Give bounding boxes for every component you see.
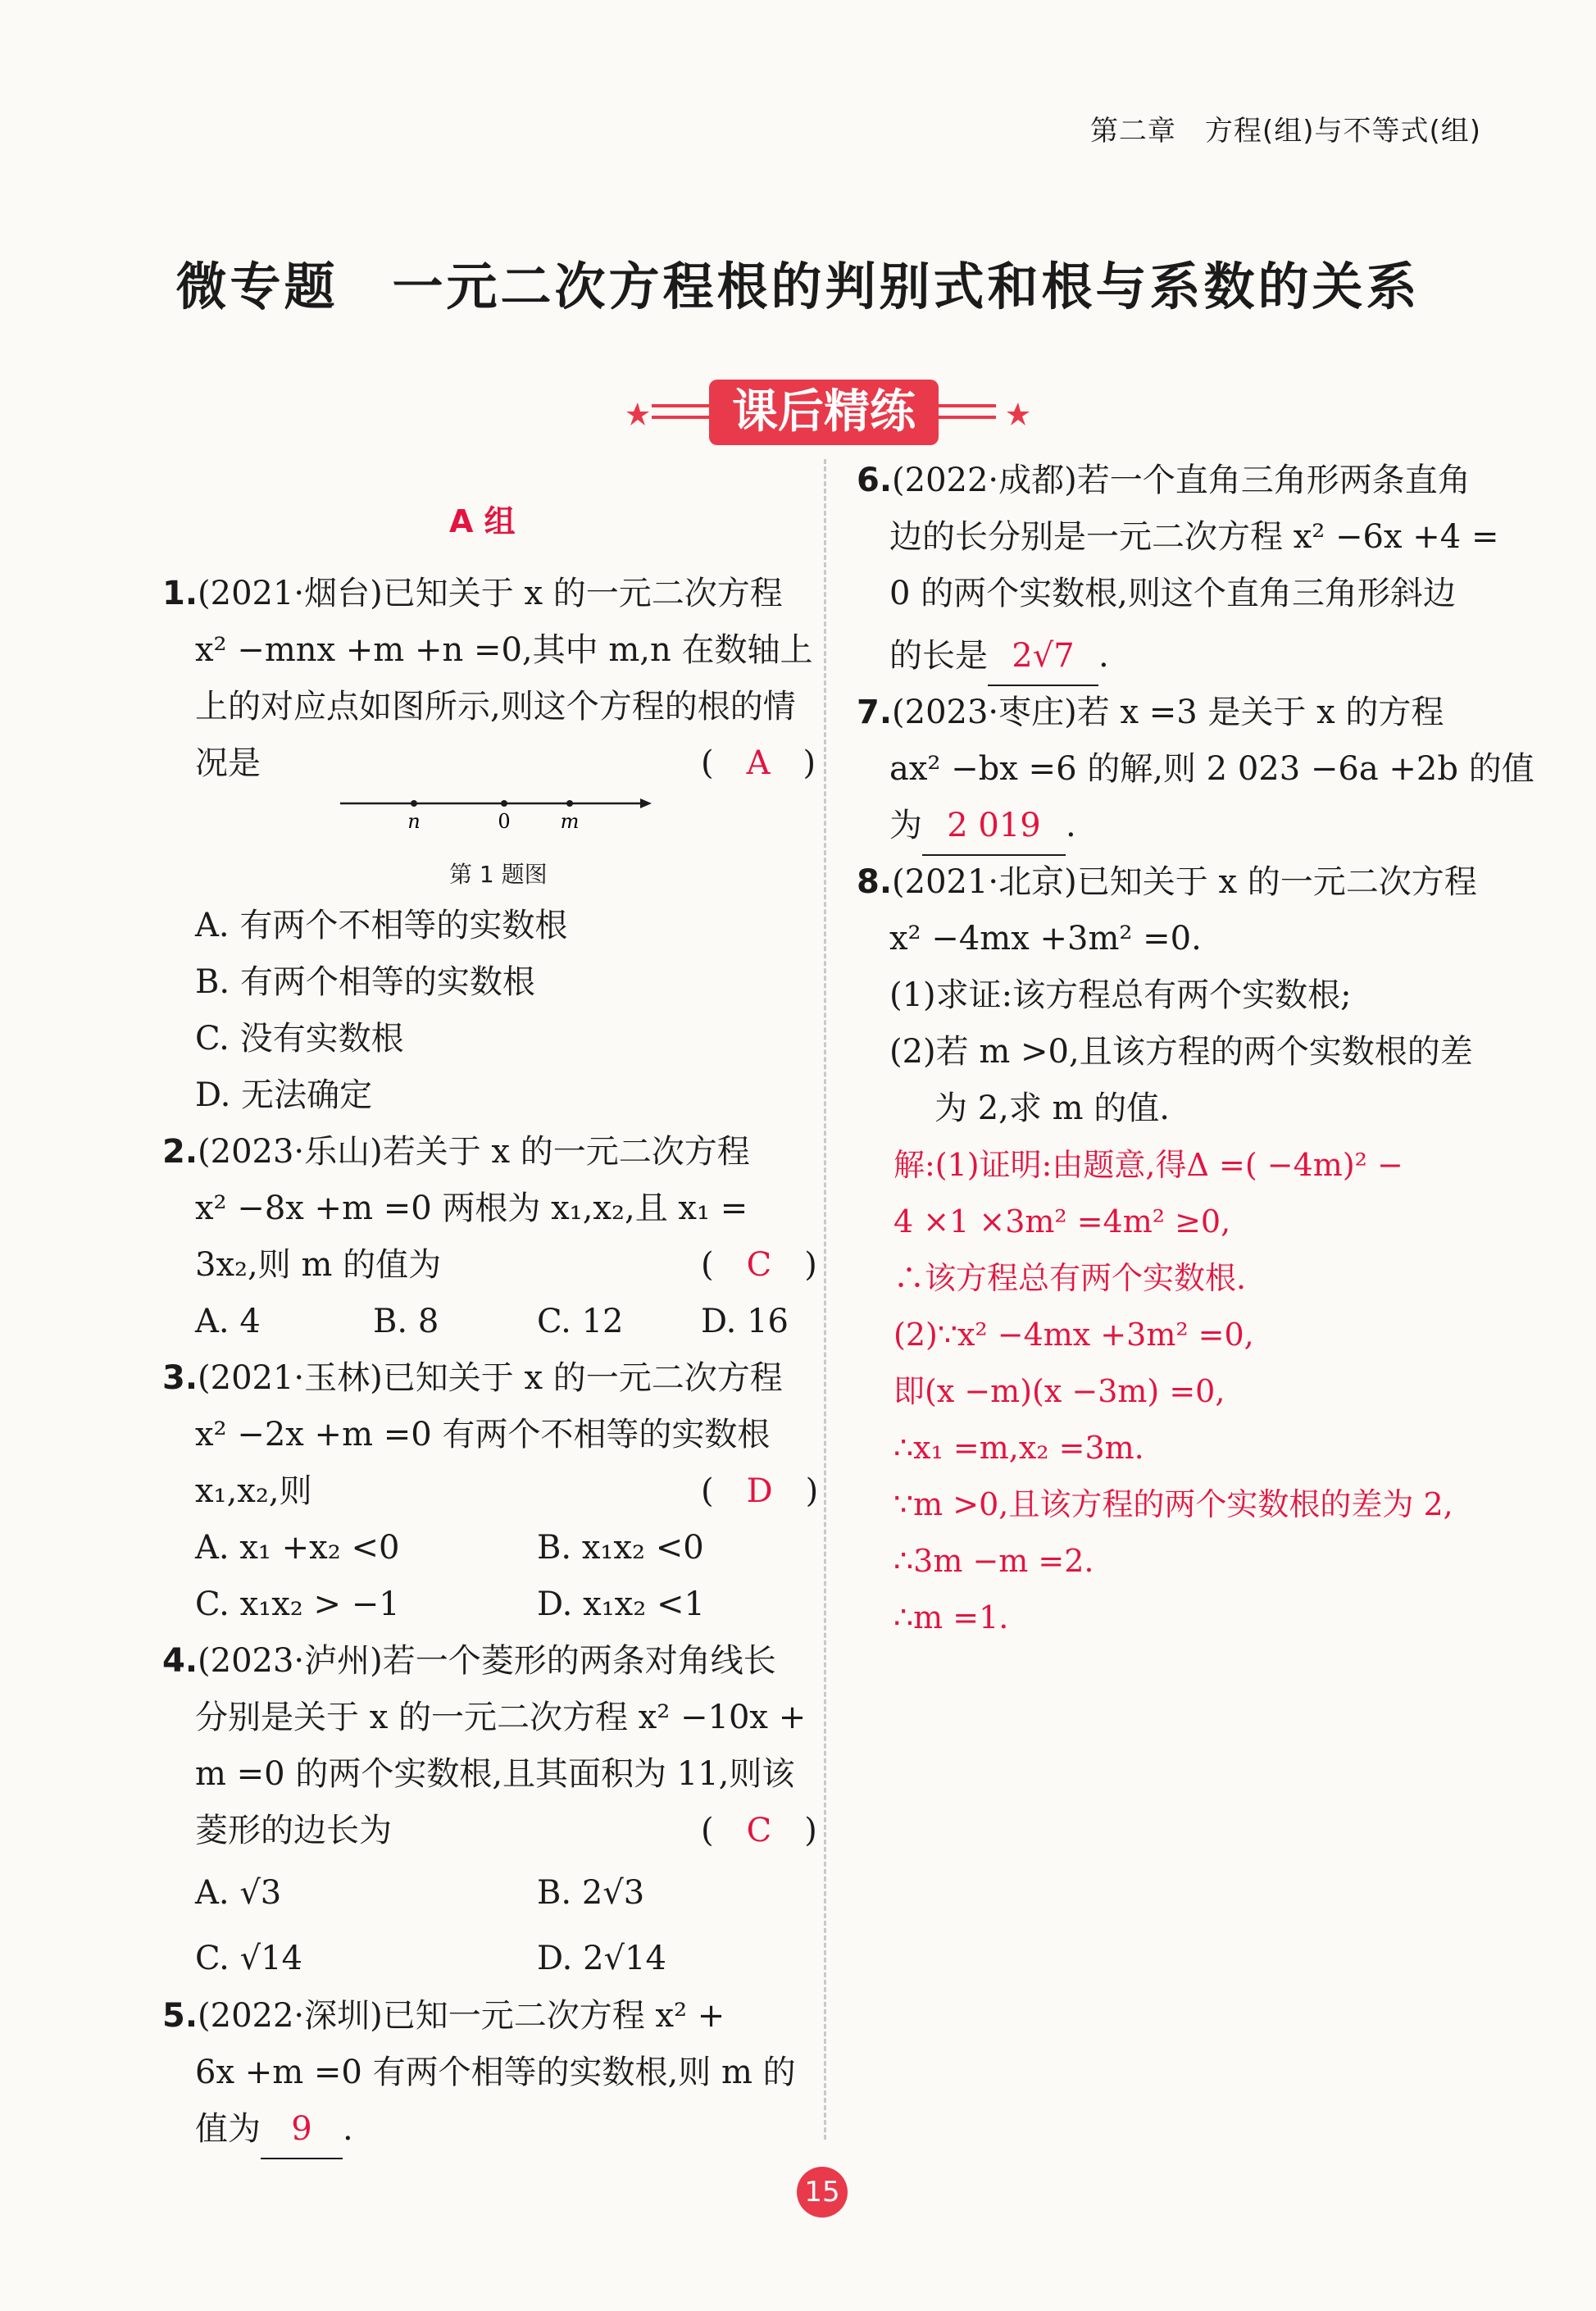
question-line: 6x +m =0 有两个相等的实数根,则 m 的: [195, 2054, 796, 2091]
question-line: (1)求证:该方程总有两个实数根;: [889, 976, 1352, 1014]
solution-line: 解:(1)证明:由题意,得Δ =( −4m)² −: [893, 1147, 1403, 1183]
solution-line: (2)∵x² −4mx +3m² =0,: [893, 1317, 1254, 1353]
answer: C: [746, 1812, 772, 1849]
question-line: 3x₂,则 m 的值为: [195, 1246, 442, 1284]
question-8: 8.(2021·北京)已知关于 x 的一元二次方程: [857, 863, 1477, 901]
solution-line: 即(x −m)(x −3m) =0,: [893, 1373, 1225, 1409]
column-divider: [824, 459, 826, 2140]
question-line: 况是: [195, 744, 261, 782]
option-b: B. 2√3: [537, 1874, 645, 1912]
answer-bracket: ( A ): [701, 744, 816, 782]
option-d: D. x₁x₂ <1: [537, 1585, 705, 1623]
option-c: C. 没有实数根: [195, 1020, 404, 1058]
page-title: 微专题 一元二次方程根的判别式和根与系数的关系: [175, 257, 1421, 316]
chapter-header: 第二章 方程(组)与不等式(组): [1089, 115, 1481, 148]
option-a: A. √3: [195, 1874, 282, 1912]
answer-bracket: ( C ): [701, 1246, 817, 1284]
question-4: 4.(2023·泸州)若一个菱形的两条对角线长: [162, 1642, 776, 1680]
option-d: D. 无法确定: [195, 1076, 373, 1114]
section-banner: [611, 373, 1037, 451]
question-line: m =0 的两个实数根,且其面积为 11,则该: [195, 1755, 795, 1793]
question-line: 分别是关于 x 的一元二次方程 x² −10x +: [195, 1699, 807, 1736]
question-line: 为 2 019 .: [889, 798, 1076, 856]
question-line: 0 的两个实数根,则这个直角三角形斜边: [889, 575, 1456, 612]
question-1: 1.(2021·烟台)已知关于 x 的一元二次方程: [162, 575, 783, 612]
solution-line: ∴该方程总有两个实数根.: [893, 1260, 1247, 1296]
question-5: 5.(2022·深圳)已知一元二次方程 x² +: [162, 1997, 725, 2035]
figure-caption: 第 1 题图: [449, 861, 548, 888]
question-number: 1.: [162, 575, 198, 612]
label-zero: 0: [498, 810, 511, 833]
option-a: A. 有两个不相等的实数根: [195, 907, 568, 944]
question-6: 6.(2022·成都)若一个直角三角形两条直角: [857, 462, 1471, 499]
answer: 2 019: [947, 807, 1041, 844]
question-line: x₁,x₂,则: [195, 1472, 312, 1510]
solution-line: ∴x₁ =m,x₂ =3m.: [893, 1430, 1144, 1466]
option-a: A. x₁ +x₂ <0: [195, 1529, 400, 1567]
label-n: n: [407, 810, 421, 833]
solution-line: 4 ×1 ×3m² =4m² ≥0,: [893, 1203, 1231, 1240]
answer: D: [746, 1472, 773, 1510]
question-line: ax² −bx =6 的解,则 2 023 −6a +2b 的值: [889, 750, 1535, 788]
option-c: C. x₁x₂ > −1: [195, 1585, 400, 1623]
question-line: (2)若 m >0,且该方程的两个实数根的差: [889, 1033, 1473, 1071]
answer: 2√7: [1012, 637, 1075, 675]
solution-line: ∴m =1.: [893, 1599, 1009, 1635]
group-label: A 组: [449, 503, 516, 539]
label-m: m: [560, 810, 580, 833]
question-3: 3.(2021·玉林)已知关于 x 的一元二次方程: [162, 1359, 783, 1397]
answer: A: [746, 744, 771, 782]
option-a: A. 4: [195, 1303, 261, 1340]
solution-line: ∵m >0,且该方程的两个实数根的差为 2,: [893, 1486, 1453, 1522]
page-number: 15: [797, 2167, 848, 2218]
star-icon: [1007, 403, 1030, 425]
question-line: 值为 9 .: [195, 2101, 353, 2159]
question-line: x² −8x +m =0 两根为 x₁,x₂,且 x₁ =: [195, 1190, 748, 1227]
question-line: x² −mnx +m +n =0,其中 m,n 在数轴上: [195, 631, 813, 669]
question-2: 2.(2023·乐山)若关于 x 的一元二次方程: [162, 1133, 750, 1171]
number-line-figure: [336, 787, 656, 836]
question-line: x² −4mx +3m² =0.: [889, 920, 1202, 958]
question-line: 为 2,求 m 的值.: [934, 1090, 1170, 1127]
star-icon: [626, 403, 649, 425]
answer-bracket: ( D ): [701, 1472, 819, 1510]
answer: 9: [291, 2110, 312, 2148]
question-line: 上的对应点如图所示,则这个方程的根的情: [195, 688, 796, 726]
option-d: D. 2√14: [537, 1940, 666, 1977]
option-b: B. 8: [373, 1303, 439, 1340]
option-c: C. √14: [195, 1940, 302, 1977]
question-line: 的长是 2√7 .: [889, 628, 1109, 686]
answer-bracket: ( C ): [701, 1812, 817, 1849]
question-7: 7.(2023·枣庄)若 x =3 是关于 x 的方程: [857, 694, 1444, 731]
question-line: 菱形的边长为: [195, 1812, 392, 1849]
question-line: 边的长分别是一元二次方程 x² −6x +4 =: [889, 518, 1499, 556]
option-c: C. 12: [537, 1303, 624, 1340]
answer: C: [746, 1246, 772, 1284]
banner-text: 课后精练: [732, 385, 916, 439]
option-b: B. 有两个相等的实数根: [195, 963, 535, 1001]
option-d: D. 16: [701, 1303, 789, 1340]
option-b: B. x₁x₂ <0: [537, 1529, 704, 1567]
solution-line: ∴3m −m =2.: [893, 1543, 1094, 1579]
question-line: x² −2x +m =0 有两个不相等的实数根: [195, 1416, 771, 1453]
